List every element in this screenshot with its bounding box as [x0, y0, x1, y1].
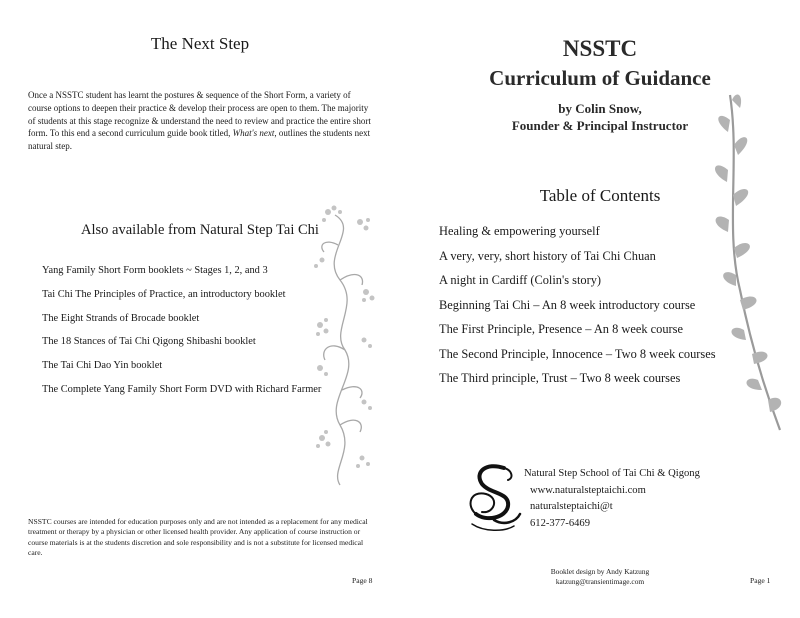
toc-item: The Second Principle, Innocence – Two 8 week courses: [439, 346, 716, 361]
toc-item: Beginning Tai Chi – An 8 week introductory course: [439, 297, 696, 312]
toc-item: The Third principle, Trust – Two 8 week courses: [439, 371, 681, 385]
intro-text-1: Once a NSSTC student has learnt the postures & sequence of the Short Form, a variety of course options to deepen their practice & develop their process are open to them. The majority of students at this stage recognize & understand the need to review and practice the entire short form. To this end a second curriculum guide book titled,: [28, 90, 371, 139]
list-item: The Tai Chi Dao Yin booklet: [42, 360, 163, 372]
website-link[interactable]: www.naturalsteptaichi.com: [530, 484, 646, 496]
intro-book-title: What's next: [232, 128, 275, 139]
byline-role: Founder & Principal Instructor: [511, 118, 689, 133]
design-credit: [500, 567, 700, 586]
list-item: Yang Family Short Form booklets ~ Stages 1, 2, and 3: [42, 265, 268, 276]
toc-heading: Table of Contents: [539, 186, 661, 205]
design-credit-name: Booklet design by Andy Katzung: [550, 567, 650, 576]
email-link[interactable]: naturalsteptaichi@t: [530, 501, 613, 512]
right-page: [400, 0, 800, 618]
list-item: The Complete Yang Family Short Form DVD with Richard Farmer: [42, 383, 322, 395]
contact-block: [524, 466, 700, 532]
list-item: The 18 Stances of Tai Chi Qigong Shibashi booklet: [42, 336, 256, 348]
school-logo-icon: [464, 460, 526, 536]
booklet-list: [42, 264, 321, 407]
next-step-intro: [28, 89, 373, 153]
toc-item: A very, very, short history of Tai Chi Chuan: [439, 248, 656, 263]
document-title-line2: Curriculum of Guidance: [489, 66, 711, 90]
list-item: The Eight Strands of Brocade booklet: [42, 312, 200, 324]
document-title-line1: NSSTC: [562, 36, 638, 61]
byline: [400, 100, 800, 134]
page-number-left: Page 8: [352, 576, 373, 585]
also-available-heading: Also available from Natural Step Tai Chi: [81, 222, 319, 238]
intro-text-2: , outlines the students next natural step.: [28, 128, 371, 152]
list-item: Tai Chi The Principles of Practice, an introductory booklet: [42, 288, 286, 300]
phone-number: 612-377-6469: [530, 517, 591, 529]
toc-item: A night in Cardiff (Colin's story): [439, 273, 602, 287]
table-of-contents: [439, 224, 716, 396]
page-number-right: Page 1: [750, 576, 771, 585]
disclaimer: NSSTC courses are intended for education purposes only and are not intended as a replacement for any medical treatment or therapy by a physician or other licensed health provider. Any application of course instruction or course materials is at the students discretion and sole responsibility and is not a substitute for licensed medical care.: [28, 517, 368, 558]
byline-author: by Colin Snow,: [558, 101, 642, 116]
design-credit-email[interactable]: katzung@transientimage.com: [555, 576, 645, 586]
next-step-heading: The Next Step: [150, 34, 250, 53]
toc-item: Healing & empowering yourself: [439, 224, 600, 238]
toc-item: The First Principle, Presence – An 8 week course: [439, 322, 683, 336]
school-name: Natural Step School of Tai Chi & Qigong: [524, 468, 700, 479]
